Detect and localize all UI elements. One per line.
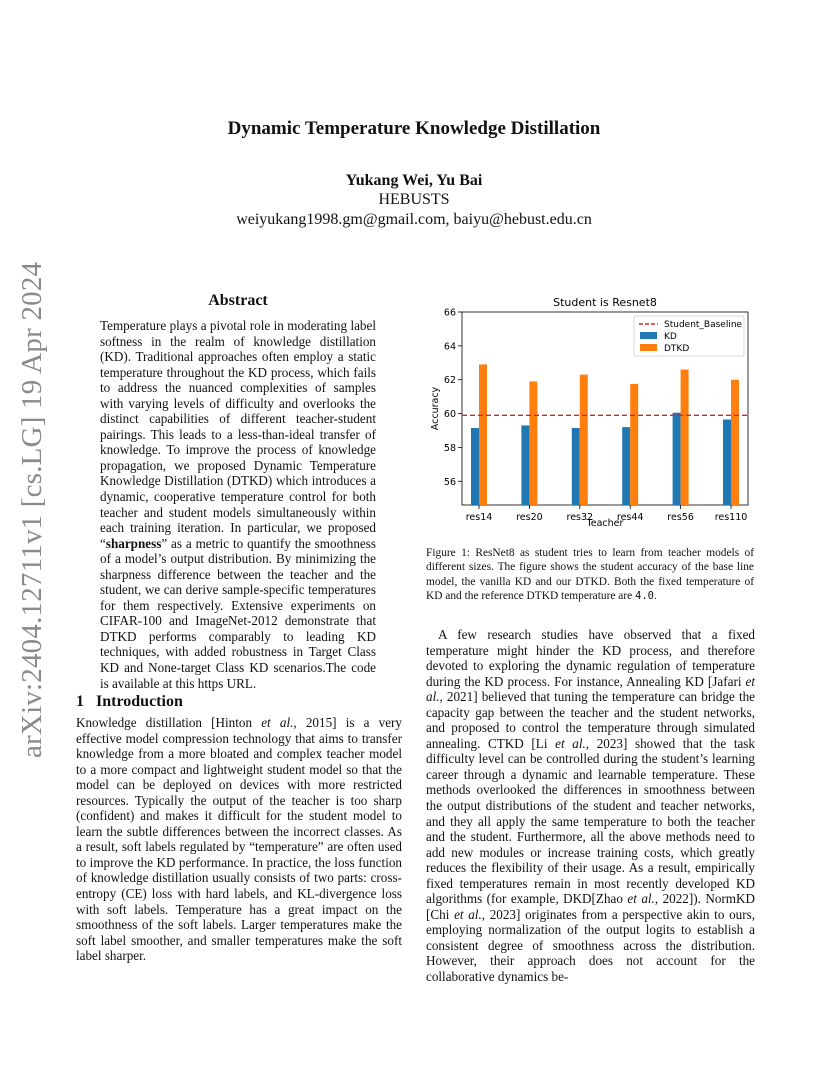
section-title: Introduction [96,693,183,710]
rc-text-5: , 2023] originates from a perspective akin to ours, employing normalization of the output logits to establish a consistent degree of smoothness across the distribution. However, their approach does not account for the collaborative dynamics be- [426,906,755,985]
caption-text: Figure 1: ResNet8 as student tries to learn from teacher models of different sizes. The figure shows the student accuracy of the base line model, the vanilla KD and our DTKD. Both the fixed temperature of KD and the reference DTKD temperature are [426,547,754,602]
y-tick-label: 60 [443,409,456,421]
abstract-text [100,318,376,691]
bar-kd-res32 [572,428,580,505]
bar-dtkd-res14 [479,364,487,505]
bar-dtkd-res56 [681,370,689,505]
legend-kd-swatch [640,332,657,339]
rc-text-3: , 2023] showed that the task difficulty level can be controlled during the student’s learning career through a dynamic and learnable temperature. These methods overlooked the differences in smoothness between the output distributions of the student and teacher networks, and they all apply the same temperature to both the teacher and the student. Furthermore, all the above methods need to add new modules or increase training costs, which greatly reduces the flexibility of their usage. As a result, empirically fixed temperatures remain in most recently developed KD algorithms (for example, DKD[Zhao [426,735,755,907]
affiliation: HEBUSTS [378,191,450,208]
rc-text-1: A few research studies have observed that a fixed temperature might hinder the KD process, and therefore devoted to exploring the dynamic regulation of temperature during the KD process. For instance, Annealing KD [Jafari [426,627,755,689]
y-tick-label: 64 [443,341,456,353]
rc-etal-2: et al. [555,735,586,751]
bar-chart-svg [426,292,756,532]
x-axis-label: Teacher [586,518,624,529]
abstract-text-part-2: ” as a metric to quantify the smoothness of a model’s output distribution. By minimizing the sharpness difference between the teacher and the student, we can derive sample-specific temperatures for them respectively. Extensive experiments on CIFAR-100 and ImageNet-2012 demonstrate that DTKD performs comparably to leading KD techniques, with added robustness in Target Class KD and None-target Class KD scenarios.The code is available at this https URL. [100,535,376,691]
abstract-heading: Abstract [208,292,268,309]
rc-etal-4: et al. [454,906,482,922]
arxiv-id-text: arXiv:2404.12711v1 [cs.LG] 19 Apr 2024 [16,261,48,758]
intro-etal: et al. [261,715,294,730]
author-emails: weiyukang1998.gm@gmail.com, baiyu@hebust.edu.cn [236,211,592,228]
caption-end: . [654,589,657,602]
bar-dtkd-res32 [580,375,588,505]
bar-kd-res110 [723,420,731,505]
bar-kd-res14 [471,428,479,505]
section-number: 1 [76,693,84,710]
abstract-bold-term: sharpness [105,535,162,551]
y-tick-label: 62 [443,375,456,387]
legend-dtkd-label: DTKD [664,344,690,354]
bar-dtkd-res20 [529,381,537,505]
authors: Yukang Wei, Yu Bai [345,172,483,189]
y-tick-label: 58 [443,442,456,454]
rc-text-4: , 2022]). NormKD [Chi [426,891,756,922]
legend-baseline-label: Student_Baseline [664,320,743,330]
intro-text-1: Knowledge distillation [Hinton [76,715,262,730]
rc-etal-1: et al. [426,673,755,705]
chart-title: Student is Resnet8 [553,296,657,309]
right-column-paragraph [426,627,755,985]
legend-kd-label: KD [664,332,677,342]
y-axis-label: Accuracy [430,386,441,431]
y-tick-label: 66 [443,307,456,319]
bar-dtkd-res44 [630,384,638,505]
rc-etal-3: et al. [627,891,655,907]
y-tick-label: 56 [443,476,456,488]
bar-kd-res20 [521,425,529,505]
section-heading-introduction [76,693,183,711]
x-tick-label: res110 [714,512,748,523]
x-tick-label: res32 [566,512,594,523]
paper-title: Dynamic Temperature Knowledge Distillation [227,118,601,139]
figure-1-chart [426,292,756,532]
arxiv-identifier [16,261,56,758]
figure-1-caption [426,546,754,603]
bar-kd-res56 [673,413,681,505]
bar-kd-res44 [622,427,630,505]
intro-text-2: , 2015] is a very effective model compression technology that aims to transfer knowledge from a more bloated and complex teacher model to a more compact and lightweight student model so that the model can be deployed on devices with more restricted resources. Typically the output of the teacher is too sharp (confident) and makes it difficult for the student model to learn the subtle differences between the incorrect classes. As a result, soft labels regulated by “temperature” are often used to improve the KD performance. In practice, the loss function of knowledge distillation usually consists of two parts: cross-entropy (CE) loss with hard labels, and KL-divergence loss with soft labels. Temperature has a great impact on the smoothness of the soft labels. Larger temperatures make the soft label smoother, and smaller temperatures make the soft label sharper. [76,715,402,964]
introduction-paragraph [76,715,402,964]
abstract-text-part-1: Temperature plays a pivotal role in moderating label softness in the realm of knowledge distillation (KD). Traditional approaches often employ a static temperature throughout the KD process, which fails to address the nuanced complexities of samples with varying levels of difficulty and overlooks the distinct capabilities of different teacher-student pairings. This leads to a less-than-ideal transfer of knowledge. To improve the process of knowledge propagation, we proposed Dynamic Temperature Knowledge Distillation (DTKD) which introduces a dynamic, cooperative temperature control for both teacher and student models simultaneously within each training iteration. In particular, we proposed “ [100,318,376,551]
rc-text-2: , 2021] believed that tuning the temperature can bridge the capacity gap between the teacher and the student networks, and proposed to control the temperature through simulated annealing. CTKD [Li [426,689,755,751]
caption-temperature-value: 4.0 [635,589,654,602]
x-tick-label: res44 [616,512,644,523]
bar-dtkd-res110 [731,380,739,505]
x-tick-label: res14 [465,512,493,523]
legend-dtkd-swatch [640,344,657,351]
x-tick-label: res20 [516,512,543,523]
x-tick-label: res56 [667,512,694,523]
